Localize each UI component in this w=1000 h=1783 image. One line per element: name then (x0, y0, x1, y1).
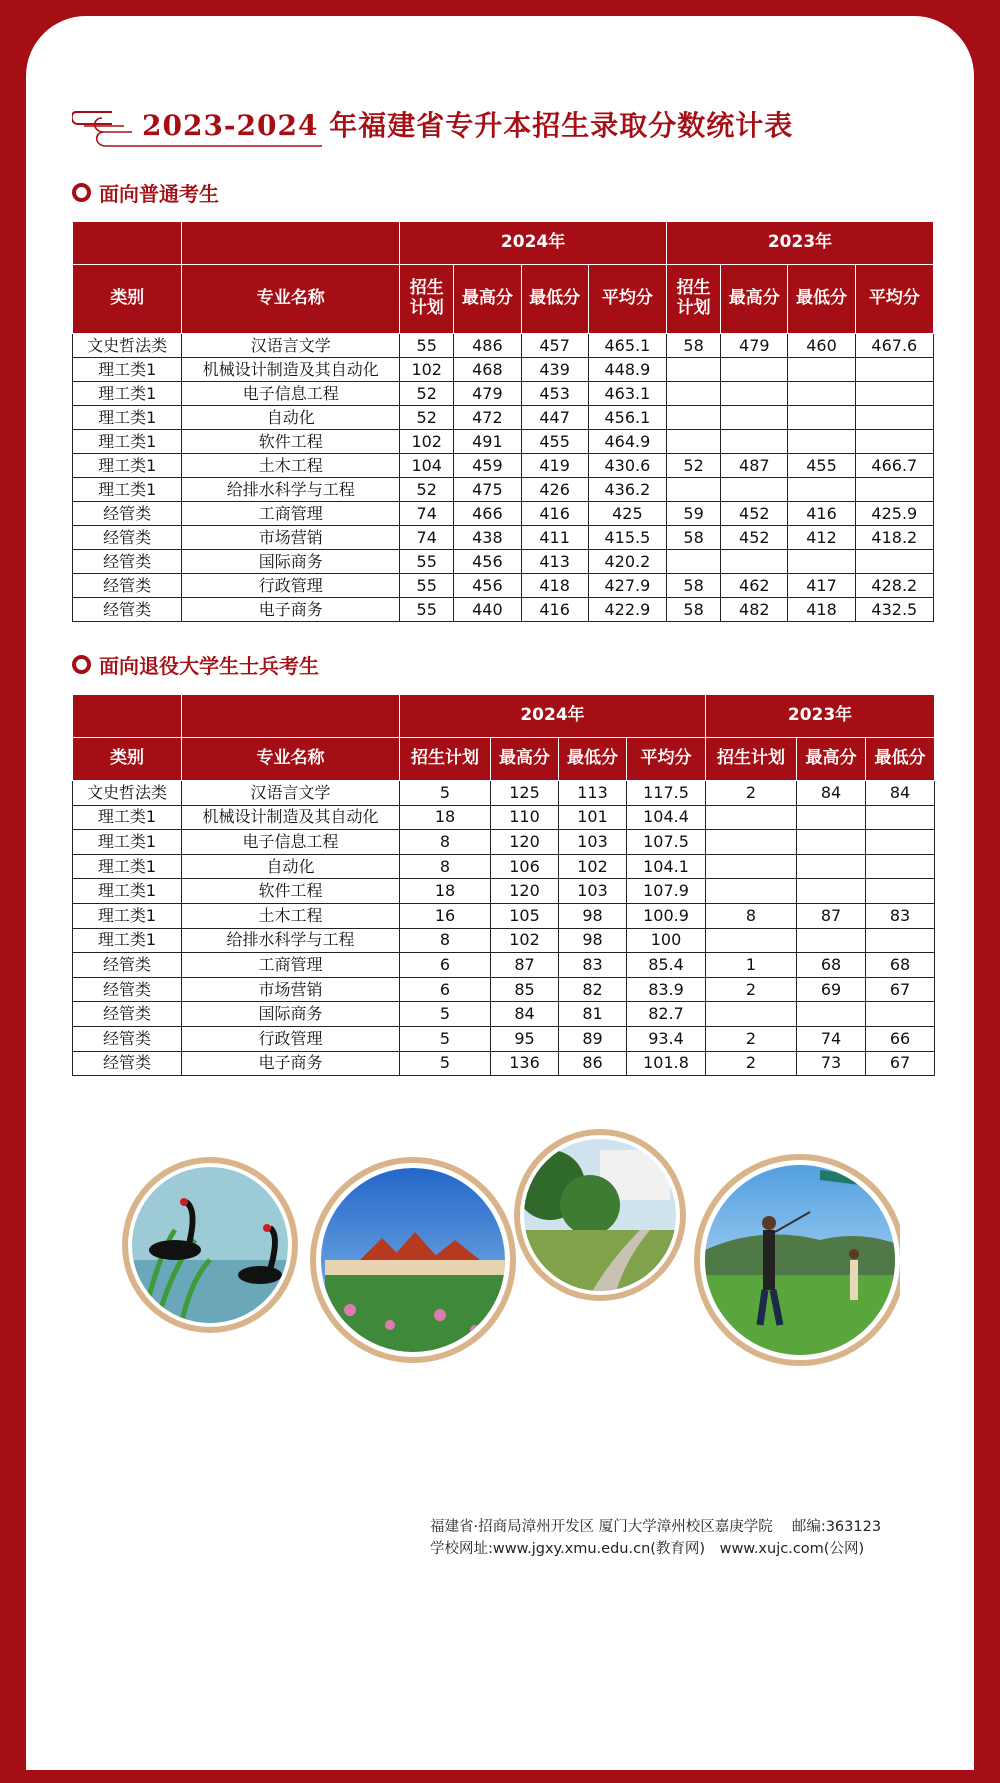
table-cell: 452 (721, 502, 788, 526)
table-cell: 463.1 (588, 382, 666, 406)
table-cell: 102 (559, 854, 627, 879)
table-cell: 427.9 (588, 574, 666, 598)
table-cell (667, 550, 721, 574)
table-row (73, 478, 934, 502)
table-cell (866, 928, 935, 953)
table-cell: 1 (706, 953, 797, 978)
col-max-header: 最高分 (491, 738, 559, 781)
table-cell (866, 830, 935, 855)
table-cell: 491 (454, 430, 521, 454)
section-heading-text: 面向退役大学生士兵考生 (99, 654, 319, 678)
table-cell (706, 830, 797, 855)
table-cell: 107.9 (627, 879, 706, 904)
table-cell: 理工类1 (73, 406, 182, 430)
table-cell: 107.5 (627, 830, 706, 855)
table-cell: 102 (491, 928, 559, 953)
table-cell: 110 (491, 805, 559, 830)
table-cell: 行政管理 (182, 574, 400, 598)
table-cell: 58 (667, 598, 721, 622)
table-cell: 经管类 (73, 574, 182, 598)
table-cell: 422.9 (588, 598, 666, 622)
section-heading-veterans (72, 650, 319, 679)
table-cell: 416 (521, 502, 588, 526)
table-cell: 国际商务 (182, 550, 400, 574)
table-cell: 472 (454, 406, 521, 430)
table-cell: 5 (400, 781, 491, 806)
table-cell: 经管类 (73, 1002, 182, 1027)
table-cell: 软件工程 (182, 879, 400, 904)
table-row (73, 977, 935, 1002)
table-cell: 理工类1 (73, 430, 182, 454)
table-cell: 52 (667, 454, 721, 478)
table-cell: 448.9 (588, 358, 666, 382)
table-cell: 给排水科学与工程 (182, 478, 400, 502)
table-row (73, 928, 935, 953)
table-cell: 5 (400, 1026, 491, 1051)
table-cell: 84 (797, 781, 866, 806)
table-cell: 467.6 (855, 334, 933, 358)
table-row (73, 334, 934, 358)
table-cell: 8 (400, 854, 491, 879)
table-cell (797, 1002, 866, 1027)
table-cell (788, 358, 855, 382)
table-cell: 98 (559, 928, 627, 953)
table-cell: 465.1 (588, 334, 666, 358)
table-cell: 8 (400, 830, 491, 855)
table-cell: 理工类1 (73, 879, 182, 904)
table-cell: 自动化 (182, 406, 400, 430)
table-cell: 自动化 (182, 854, 400, 879)
table-cell (797, 854, 866, 879)
table-cell: 89 (559, 1026, 627, 1051)
col-plan-header: 招生计划 (400, 738, 491, 781)
section-heading-regular (72, 178, 219, 207)
table-cell: 机械设计制造及其自动化 (182, 358, 400, 382)
col-max-header: 最高分 (454, 265, 521, 334)
table-cell: 416 (521, 598, 588, 622)
table-row (73, 805, 935, 830)
table-cell: 市场营销 (182, 526, 400, 550)
col-avg-header: 平均分 (855, 265, 933, 334)
table-cell: 经管类 (73, 1051, 182, 1076)
table-cell (788, 406, 855, 430)
table-cell: 436.2 (588, 478, 666, 502)
table-cell: 55 (400, 334, 454, 358)
table-cell: 2 (706, 781, 797, 806)
table-cell: 理工类1 (73, 903, 182, 928)
table-cell: 5 (400, 1002, 491, 1027)
table-row (73, 953, 935, 978)
table-cell: 55 (400, 550, 454, 574)
table-cell: 462 (721, 574, 788, 598)
table-cell: 经管类 (73, 550, 182, 574)
col-max-header: 最高分 (797, 738, 866, 781)
table-row (73, 781, 935, 806)
table-cell: 8 (706, 903, 797, 928)
table-cell: 59 (667, 502, 721, 526)
table-cell: 479 (454, 382, 521, 406)
table-cell: 74 (400, 502, 454, 526)
table-cell: 466 (454, 502, 521, 526)
table-cell: 136 (491, 1051, 559, 1076)
section-heading-text: 面向普通考生 (99, 182, 219, 206)
table-cell: 理工类1 (73, 454, 182, 478)
col-min-header: 最低分 (559, 738, 627, 781)
table-row (73, 574, 934, 598)
table-cell (866, 879, 935, 904)
table-cell: 市场营销 (182, 977, 400, 1002)
table-cell: 430.6 (588, 454, 666, 478)
table-cell: 456.1 (588, 406, 666, 430)
table-cell: 理工类1 (73, 478, 182, 502)
table-cell: 486 (454, 334, 521, 358)
table-cell: 2 (706, 1026, 797, 1051)
col-major-header: 专业名称 (182, 738, 400, 781)
year-2023-header: 2023年 (706, 695, 935, 738)
campus-photo-strip (120, 1110, 900, 1390)
table-row (73, 1026, 935, 1051)
table-cell: 101.8 (627, 1051, 706, 1076)
table-cell: 475 (454, 478, 521, 502)
campus-building-photo-icon (310, 1157, 520, 1375)
col-avg-header: 平均分 (588, 265, 666, 334)
table-cell: 439 (521, 358, 588, 382)
table-cell: 415.5 (588, 526, 666, 550)
table-cell: 68 (797, 953, 866, 978)
table-row (73, 854, 935, 879)
table-cell (797, 879, 866, 904)
col-major-header: 专业名称 (182, 265, 400, 334)
table-cell: 6 (400, 953, 491, 978)
table-cell: 482 (721, 598, 788, 622)
table-cell: 418 (788, 598, 855, 622)
table-cell: 58 (667, 526, 721, 550)
table-cell: 电子商务 (182, 1051, 400, 1076)
table-cell (855, 406, 933, 430)
table-cell (721, 406, 788, 430)
table-cell (706, 1002, 797, 1027)
table-cell: 418 (521, 574, 588, 598)
table-cell: 85.4 (627, 953, 706, 978)
table-cell: 工商管理 (182, 953, 400, 978)
col-avg-header: 平均分 (627, 738, 706, 781)
table-cell: 413 (521, 550, 588, 574)
table-cell: 419 (521, 454, 588, 478)
table-row (73, 830, 935, 855)
table-cell: 经管类 (73, 977, 182, 1002)
table-row (73, 1051, 935, 1076)
col-min-header: 最低分 (521, 265, 588, 334)
table-cell: 428.2 (855, 574, 933, 598)
table-cell: 418.2 (855, 526, 933, 550)
header-blank (73, 695, 182, 738)
table-cell (667, 382, 721, 406)
table-cell: 468 (454, 358, 521, 382)
table-cell: 电子信息工程 (182, 830, 400, 855)
table-row (73, 502, 934, 526)
table-cell: 101 (559, 805, 627, 830)
table-cell: 经管类 (73, 953, 182, 978)
table-cell: 426 (521, 478, 588, 502)
table-cell: 55 (400, 598, 454, 622)
table-cell: 8 (400, 928, 491, 953)
table-cell: 汉语言文学 (182, 781, 400, 806)
table-cell: 417 (788, 574, 855, 598)
table-cell (706, 805, 797, 830)
table-cell: 86 (559, 1051, 627, 1076)
table-cell: 2 (706, 1051, 797, 1076)
table-cell: 82 (559, 977, 627, 1002)
table-cell (797, 928, 866, 953)
golf-player-photo-icon (694, 1154, 900, 1366)
table-cell: 438 (454, 526, 521, 550)
table-row (73, 598, 934, 622)
table-cell: 机械设计制造及其自动化 (182, 805, 400, 830)
table-cell (866, 1002, 935, 1027)
table-cell (866, 854, 935, 879)
table-cell: 18 (400, 805, 491, 830)
table-row (73, 550, 934, 574)
table-cell: 455 (521, 430, 588, 454)
table-cell (721, 382, 788, 406)
table-cell: 104.4 (627, 805, 706, 830)
table-cell (855, 430, 933, 454)
table-cell: 经管类 (73, 502, 182, 526)
table-cell (721, 358, 788, 382)
table-cell (667, 478, 721, 502)
col-max-header: 最高分 (721, 265, 788, 334)
table-cell: 425.9 (855, 502, 933, 526)
table-cell (721, 550, 788, 574)
table-cell: 84 (866, 781, 935, 806)
table-cell: 68 (866, 953, 935, 978)
table-cell: 74 (797, 1026, 866, 1051)
table-cell (855, 550, 933, 574)
footer-contact (430, 1516, 881, 1560)
table-cell: 432.5 (855, 598, 933, 622)
table-cell: 52 (400, 478, 454, 502)
table-cell: 52 (400, 382, 454, 406)
table-cell: 120 (491, 879, 559, 904)
table-cell: 479 (721, 334, 788, 358)
table-cell (855, 382, 933, 406)
col-plan-header: 招生 计划 (667, 265, 721, 334)
header-blank (182, 222, 400, 265)
table-row (73, 454, 934, 478)
table-cell: 106 (491, 854, 559, 879)
table-cell (866, 805, 935, 830)
table-cell (797, 830, 866, 855)
table-cell (706, 854, 797, 879)
title-block (72, 100, 932, 160)
table-cell: 440 (454, 598, 521, 622)
table-cell: 82.7 (627, 1002, 706, 1027)
footer-website: 学校网址:www.jgxy.xmu.edu.cn(教育网) www.xujc.com(公网) (430, 1541, 865, 1557)
table-cell (788, 550, 855, 574)
table-row (73, 430, 934, 454)
table-cell: 74 (400, 526, 454, 550)
table-cell: 104.1 (627, 854, 706, 879)
table-cell: 420.2 (588, 550, 666, 574)
table-cell: 18 (400, 879, 491, 904)
table-row (73, 406, 934, 430)
footer-address: 福建省·招商局漳州开发区 厦门大学漳州校区嘉庚学院 邮编:363123 (430, 1519, 882, 1535)
table-cell: 16 (400, 903, 491, 928)
table-row (73, 526, 934, 550)
table-cell: 55 (400, 574, 454, 598)
table-cell: 理工类1 (73, 830, 182, 855)
table-cell: 52 (400, 406, 454, 430)
page-title: 2023-2024 年福建省专升本招生录取分数统计表 (142, 109, 794, 142)
col-min-header: 最低分 (788, 265, 855, 334)
circle-bullet-icon (72, 655, 91, 674)
table-cell: 117.5 (627, 781, 706, 806)
table-cell: 466.7 (855, 454, 933, 478)
table-cell: 软件工程 (182, 430, 400, 454)
table-cell: 416 (788, 502, 855, 526)
table-cell: 455 (788, 454, 855, 478)
table-row (73, 903, 935, 928)
table-cell: 理工类1 (73, 805, 182, 830)
table-cell: 105 (491, 903, 559, 928)
table-cell: 58 (667, 334, 721, 358)
year-2023-header: 2023年 (667, 222, 934, 265)
table-cell: 工商管理 (182, 502, 400, 526)
table-cell: 460 (788, 334, 855, 358)
table-cell (855, 358, 933, 382)
table-cell: 100 (627, 928, 706, 953)
table-cell: 电子信息工程 (182, 382, 400, 406)
table-cell (706, 928, 797, 953)
table-cell: 汉语言文学 (182, 334, 400, 358)
table-cell (855, 478, 933, 502)
table-cell: 69 (797, 977, 866, 1002)
table-cell: 102 (400, 358, 454, 382)
table-cell: 487 (721, 454, 788, 478)
col-min-header: 最低分 (866, 738, 935, 781)
regular-students-table (72, 221, 934, 622)
table-cell: 73 (797, 1051, 866, 1076)
col-category-header: 类别 (73, 265, 182, 334)
year-2024-header: 2024年 (400, 695, 706, 738)
table-cell: 文史哲法类 (73, 781, 182, 806)
table-cell (788, 430, 855, 454)
table-cell: 经管类 (73, 598, 182, 622)
circle-bullet-icon (72, 183, 91, 202)
table-cell (706, 879, 797, 904)
table-cell: 120 (491, 830, 559, 855)
table-cell: 104 (400, 454, 454, 478)
table-cell: 土木工程 (182, 903, 400, 928)
black-swan-photo-icon (120, 1157, 300, 1333)
table-cell: 459 (454, 454, 521, 478)
table-row (73, 879, 935, 904)
table-cell: 464.9 (588, 430, 666, 454)
table-cell: 100.9 (627, 903, 706, 928)
col-category-header: 类别 (73, 738, 182, 781)
table-cell: 103 (559, 830, 627, 855)
table-cell: 103 (559, 879, 627, 904)
table-cell: 67 (866, 977, 935, 1002)
table-cell: 411 (521, 526, 588, 550)
table-cell: 理工类1 (73, 382, 182, 406)
table-cell: 113 (559, 781, 627, 806)
table-cell: 理工类1 (73, 854, 182, 879)
table-cell: 83 (559, 953, 627, 978)
table-row (73, 1002, 935, 1027)
table-cell: 83 (866, 903, 935, 928)
table-cell: 文史哲法类 (73, 334, 182, 358)
col-plan-header: 招生计划 (706, 738, 797, 781)
table-cell: 83.9 (627, 977, 706, 1002)
table-cell: 58 (667, 574, 721, 598)
table-cell: 456 (454, 574, 521, 598)
table-cell: 447 (521, 406, 588, 430)
table-cell: 98 (559, 903, 627, 928)
table-cell: 85 (491, 977, 559, 1002)
table-cell: 经管类 (73, 526, 182, 550)
table-cell: 理工类1 (73, 358, 182, 382)
table-cell: 81 (559, 1002, 627, 1027)
table-cell (667, 358, 721, 382)
table-cell (788, 478, 855, 502)
table-cell (788, 382, 855, 406)
header-blank (182, 695, 400, 738)
table-cell: 87 (797, 903, 866, 928)
table-cell: 2 (706, 977, 797, 1002)
table-cell: 452 (721, 526, 788, 550)
table-cell (667, 406, 721, 430)
table-cell: 5 (400, 1051, 491, 1076)
table-cell: 经管类 (73, 1026, 182, 1051)
table-cell (721, 430, 788, 454)
col-plan-header: 招生 计划 (400, 265, 454, 334)
table-cell: 国际商务 (182, 1002, 400, 1027)
table-cell (721, 478, 788, 502)
table-cell: 456 (454, 550, 521, 574)
table-cell (797, 805, 866, 830)
table-cell: 6 (400, 977, 491, 1002)
table-cell: 93.4 (627, 1026, 706, 1051)
campus-path-photo-icon (514, 1129, 686, 1301)
table-cell: 453 (521, 382, 588, 406)
veteran-students-table (72, 694, 935, 1076)
table-cell: 425 (588, 502, 666, 526)
table-cell: 102 (400, 430, 454, 454)
table-cell: 电子商务 (182, 598, 400, 622)
table-cell: 67 (866, 1051, 935, 1076)
table-cell: 95 (491, 1026, 559, 1051)
year-2024-header: 2024年 (400, 222, 667, 265)
table-row (73, 358, 934, 382)
table-cell: 84 (491, 1002, 559, 1027)
table-cell: 土木工程 (182, 454, 400, 478)
table-cell: 87 (491, 953, 559, 978)
table-cell: 412 (788, 526, 855, 550)
table-cell: 行政管理 (182, 1026, 400, 1051)
table-cell (667, 430, 721, 454)
table-cell: 125 (491, 781, 559, 806)
table-cell: 理工类1 (73, 928, 182, 953)
table-cell: 给排水科学与工程 (182, 928, 400, 953)
table-cell: 457 (521, 334, 588, 358)
table-row (73, 382, 934, 406)
table-cell: 66 (866, 1026, 935, 1051)
header-blank (73, 222, 182, 265)
